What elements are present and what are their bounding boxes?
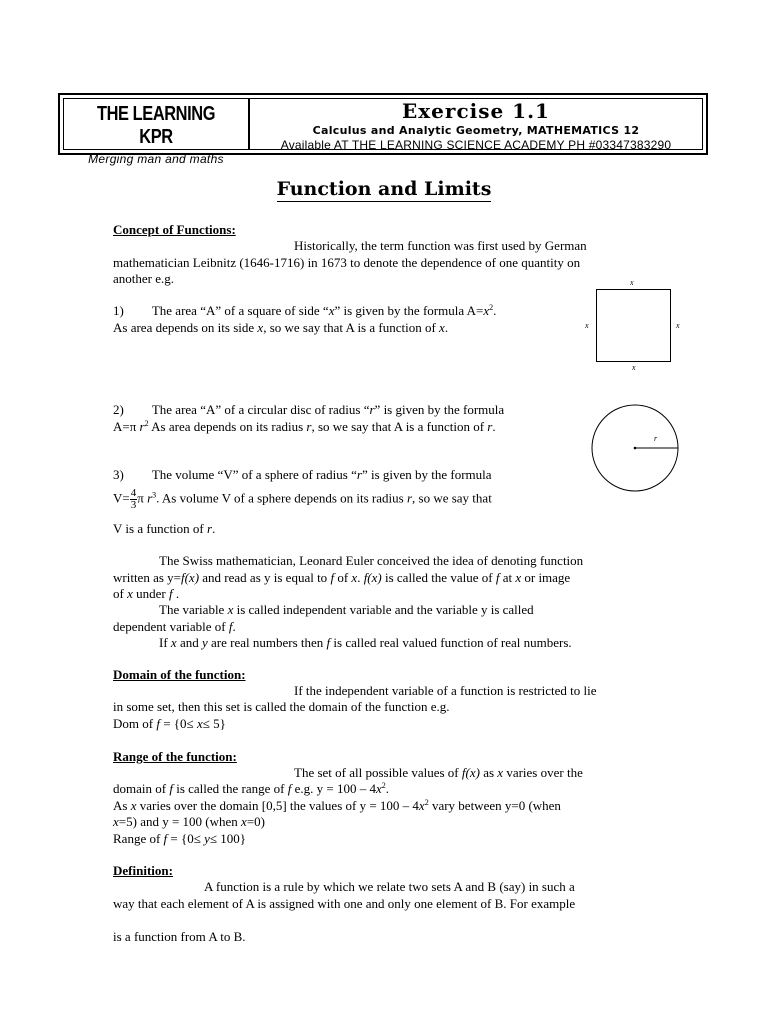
euler-line6: If x and y are real numbers then f is called real valued function of real numbers. (159, 635, 572, 650)
header-title-cell (250, 99, 702, 152)
square-label-left: x (585, 321, 589, 330)
example3-line1: 3) The volume “V” of a sphere of radius “r” is given by the formula (113, 467, 492, 482)
example2-line2: A=π $r^2$ As area depends on its radius r, so we say that A is a function of r. (113, 419, 496, 434)
euler-line2: written as y=f(x) and read as y is equal to f of x. f(x) is called the value of f at x or image (113, 570, 571, 585)
concept-heading: Concept of Functions: (113, 222, 236, 237)
radius-label: r (654, 434, 658, 443)
range-line1: The set of all possible values of f(x) as x varies over the (294, 765, 583, 780)
header-inner (63, 98, 703, 166)
square-label-right: x (676, 321, 680, 330)
concept-intro-2: mathematician Leibnitz (1646-1716) in 1673 to denote the dependence of one quantity on (113, 255, 581, 270)
square-figure (596, 289, 671, 362)
example1-line2: As area depends on its side x, so we say that A is a function of x. (113, 320, 449, 335)
header-logo-cell (64, 99, 250, 166)
domain-heading: Domain of the function: (113, 667, 246, 682)
euler-line1: The Swiss mathematician, Leonard Euler conceived the idea of denoting function (159, 553, 584, 568)
range-line2: domain of f is called the range of f e.g. $y = 100 - 4x^2$. (113, 781, 390, 796)
exercise-title: Exercise 1.1 (402, 99, 550, 123)
range-line3: As x varies over the domain [0,5] the values of $y = 100 - 4x^2$ vary between y=0 (when (113, 798, 561, 813)
example3-line3: V is a function of r. (113, 521, 216, 536)
circle-figure (590, 403, 680, 493)
course-subtitle: Calculus and Analytic Geometry, MATHEMATICS 12 (312, 124, 640, 137)
range-line5: Range of f = {0≤ y≤ 100} (113, 831, 247, 846)
range-heading: Range of the function: (113, 749, 237, 764)
domain-line2: in some set, then this set is called the domain of the function e.g. (113, 699, 450, 714)
euler-line3: of x under f . (113, 586, 180, 601)
page-title: Function and Limits (276, 178, 492, 200)
availability-line: Available AT THE LEARNING SCIENCE ACADEMY PH #03347383290 (280, 138, 672, 152)
square-label-top: x (630, 278, 634, 287)
circle-center (634, 447, 637, 450)
domain-line3: Dom of f = {0≤ x≤ 5} (113, 716, 226, 731)
header-box (58, 93, 708, 166)
example3-line2: V= $\frac{4}{3}$ π $r^3$. As volume V of a sphere depends on its radius r, so we say that (113, 487, 492, 511)
definition-line3: is a function from A to B. (113, 929, 246, 944)
four-thirds-fraction: $\frac{4}{3}$ (130, 487, 137, 511)
euler-line4: The variable x is called independent variable and the variable y is called (159, 602, 534, 617)
definition-line2: way that each element of A is assigned with one and only one element of B. For example (113, 896, 576, 911)
example1-line1: 1) The area “A” of a square of side “x” is given by the formula $A=x^2$. (113, 303, 497, 318)
range-line4: x=5) and y = 100 (when x=0) (113, 814, 265, 829)
logo: THE LEARNING KPR (96, 103, 216, 148)
square-label-bottom: x (632, 363, 636, 372)
euler-line5: dependent variable of f. (113, 619, 236, 634)
example2-line1: 2) The area “A” of a circular disc of radius “r” is given by the formula (113, 402, 505, 417)
definition-heading: Definition: (113, 863, 173, 878)
tagline: Merging man and maths (88, 152, 224, 166)
definition-line1: A function is a rule by which we relate two sets A and B (say) in such a (204, 879, 575, 894)
domain-line1: If the independent variable of a function is restricted to lie (294, 683, 597, 698)
concept-intro-1: Historically, the term function was first used by German (294, 238, 587, 253)
concept-intro-3: another e.g. (113, 271, 175, 286)
